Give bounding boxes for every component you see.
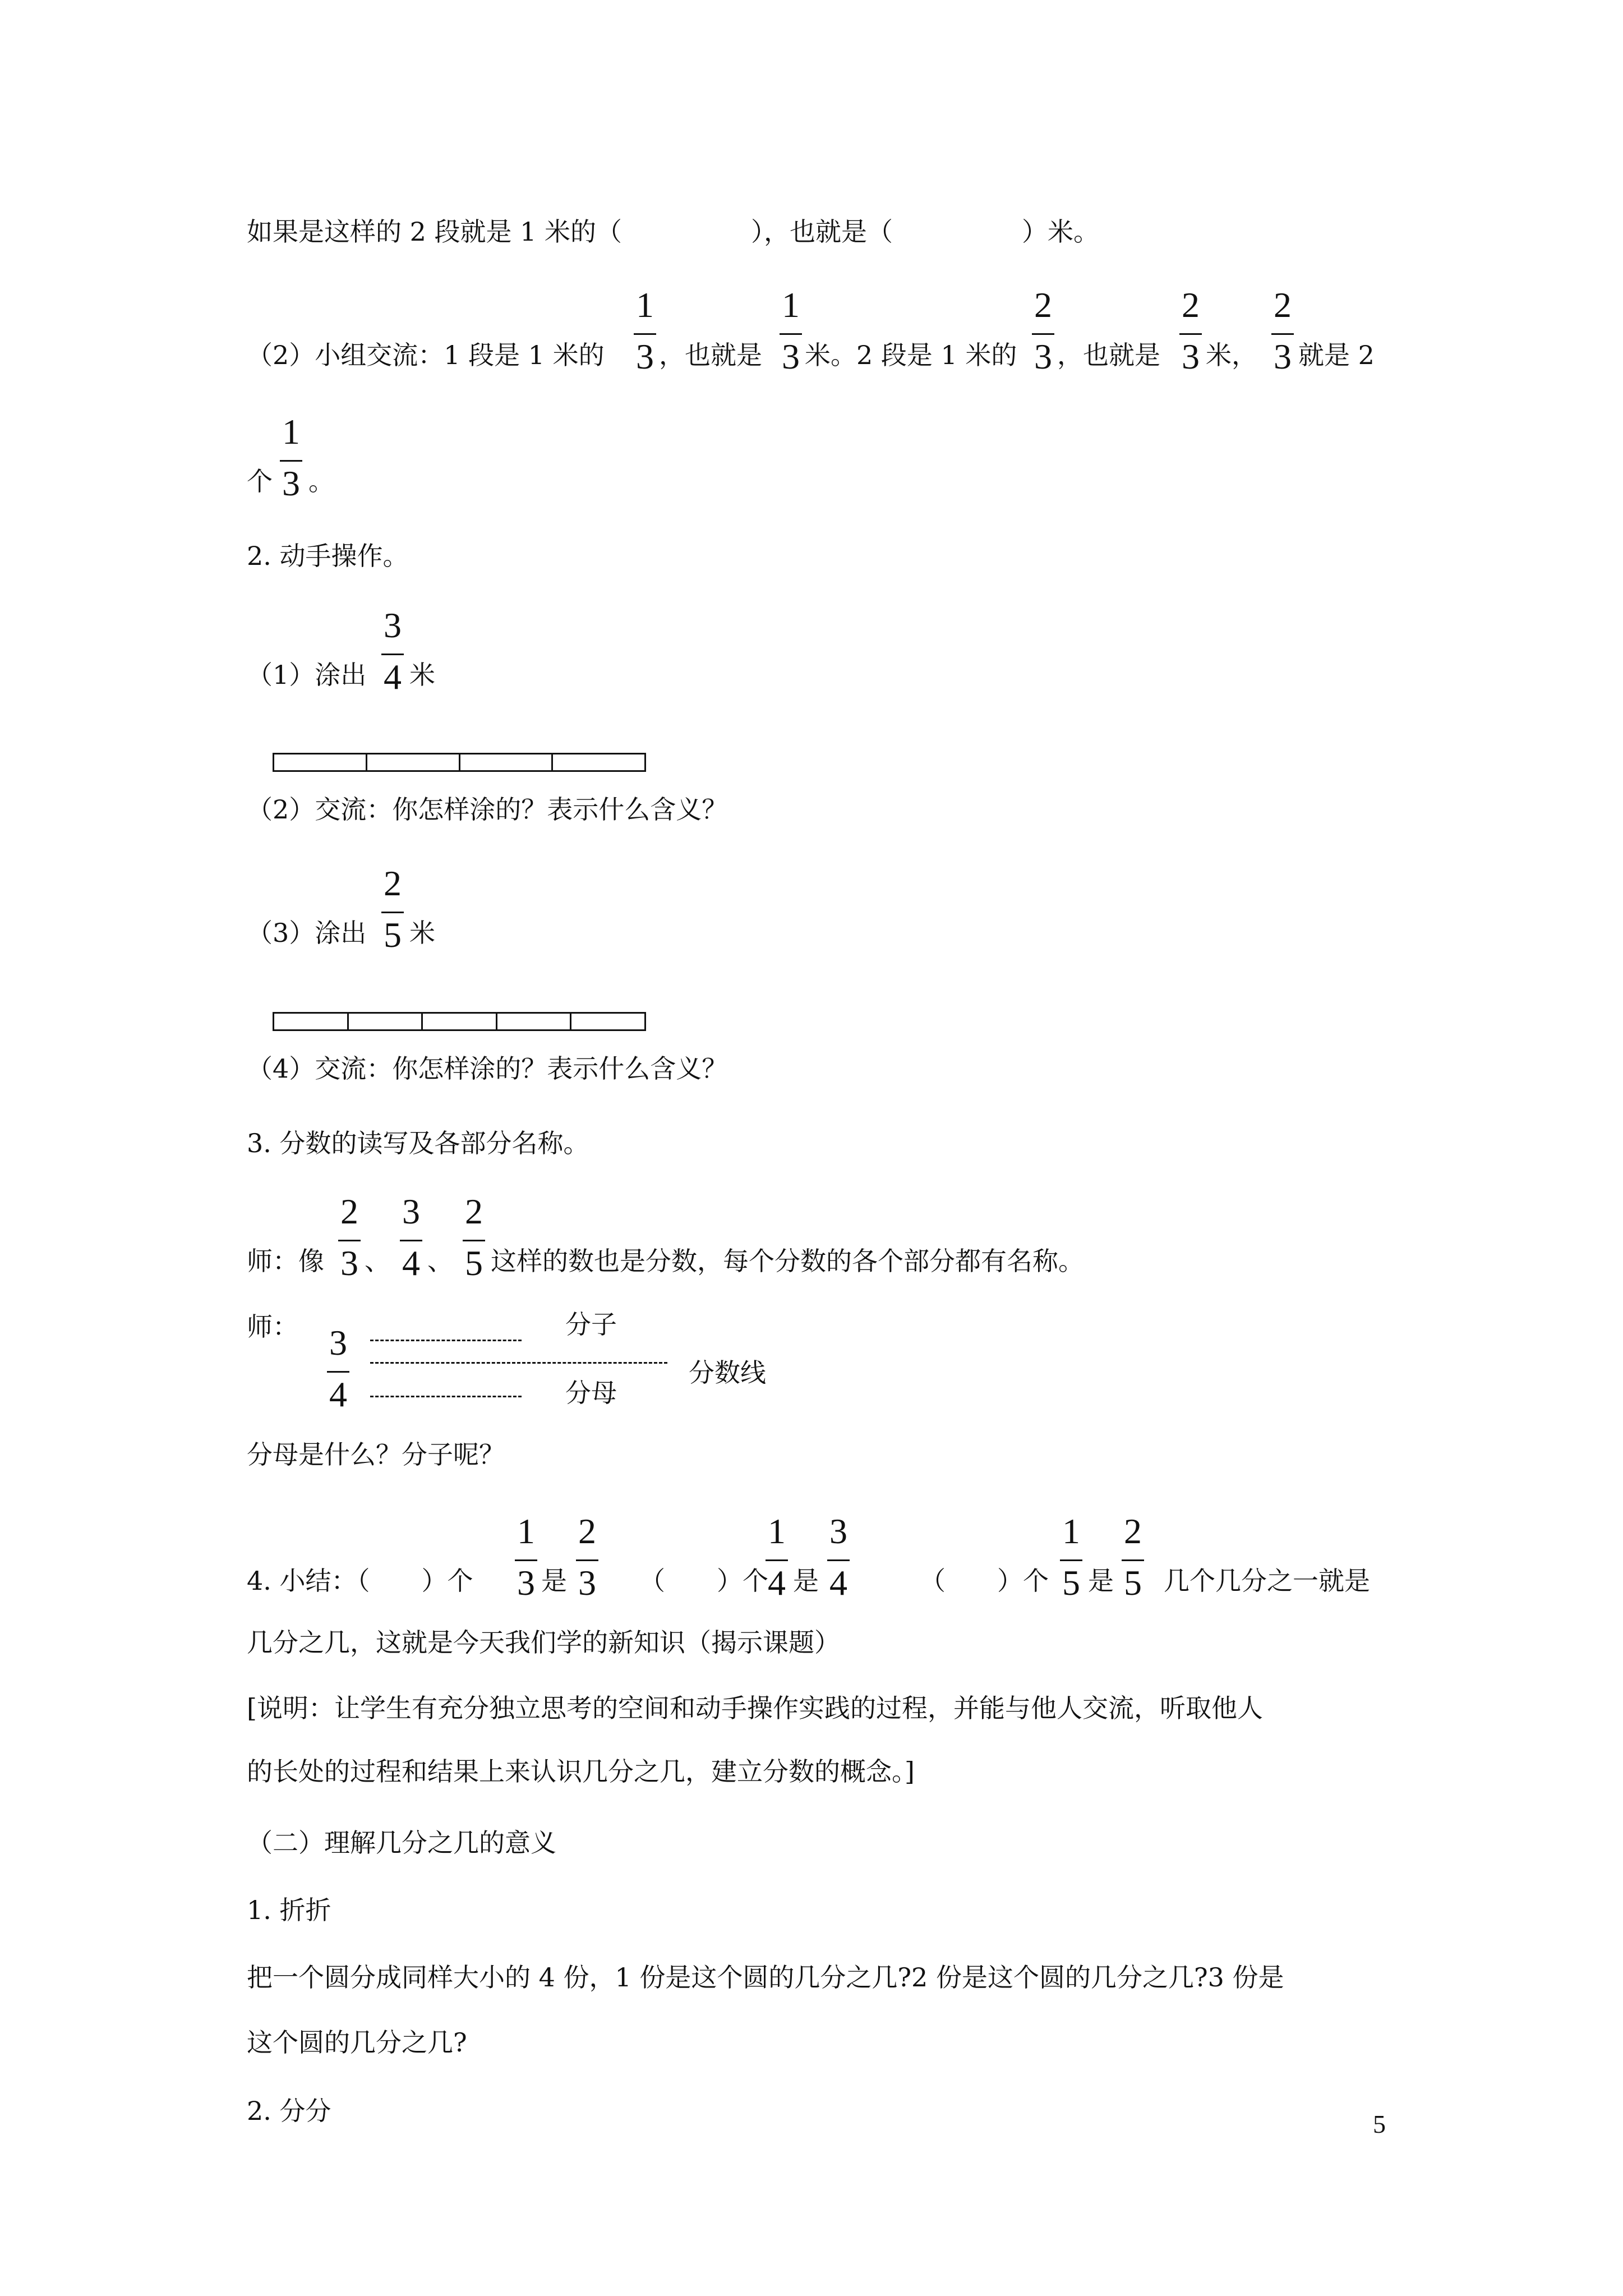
denominator-pointer: [370, 1396, 522, 1397]
text-segment: 、: [365, 1246, 390, 1276]
fifths-strip: [273, 1012, 646, 1031]
text-segment: 是: [541, 1566, 567, 1596]
text-segment: （ ）个: [920, 1566, 1049, 1596]
text-segment: （1）涂出: [247, 660, 367, 690]
text-segment: 个: [247, 466, 273, 496]
text-segment: 。: [308, 466, 334, 496]
text-segment: 米，: [1206, 340, 1257, 370]
text-segment: （ ）个: [639, 1566, 768, 1596]
text-line: （4）交流：你怎样涂的？表示什么含义？: [247, 1053, 728, 1084]
text-line: （2）交流：你怎样涂的？表示什么含义？: [247, 794, 728, 825]
strip-segment: [274, 1014, 349, 1029]
text-line: 这个圆的几分之几?: [247, 2027, 467, 2058]
fraction-line-label: 分数线: [689, 1358, 766, 1388]
text-line: 如果是这样的 2 段就是 1 米的（ ），也就是（ ）米。: [247, 217, 1100, 247]
text-line: 2. 分分: [247, 2096, 331, 2126]
text-segment: ，也就是: [1057, 340, 1160, 370]
strip-segment: [497, 1014, 572, 1029]
strip-segment: [274, 754, 367, 770]
denominator-label: 分母: [565, 1378, 617, 1408]
text-segment: 米: [409, 660, 435, 690]
text-segment: 是: [1088, 1566, 1114, 1596]
text-line: 几分之几，这就是今天我们学的新知识（揭示课题）: [247, 1627, 840, 1658]
text-segment: 米。2 段是 1 米的: [805, 340, 1017, 370]
section-heading: 3. 分数的读写及各部分名称。: [247, 1128, 589, 1158]
text-segment: 师：像: [247, 1246, 324, 1276]
text-segment: 米: [409, 918, 435, 948]
strip-segment: [553, 754, 644, 770]
text-segment: 这样的数也是分数，每个分数的各个部分都有名称。: [491, 1246, 1084, 1276]
numerator-pointer: [370, 1340, 522, 1341]
text-line: 1. 折折: [247, 1895, 331, 1925]
text-segment: 就是 2: [1298, 340, 1375, 370]
quarters-strip: [273, 753, 646, 772]
text-segment: 、: [427, 1246, 453, 1276]
strip-segment: [423, 1014, 497, 1029]
text-segment: 4. 小结：（ ）个: [247, 1566, 473, 1596]
strip-segment: [571, 1014, 644, 1029]
section-heading: （二）理解几分之几的意义: [247, 1828, 556, 1858]
strip-segment: [367, 754, 460, 770]
text-segment: （3）涂出: [247, 918, 367, 948]
note-line: 的长处的过程和结果上来认识几分之几，建立分数的概念。]: [247, 1756, 915, 1787]
text-segment: 几个几分之一就是: [1164, 1566, 1370, 1596]
text-line: 把一个圆分成同样大小的 4 份，1 份是这个圆的几分之几?2 份是这个圆的几分之几?3 份是: [247, 1962, 1284, 1993]
text-segment: 是: [793, 1566, 819, 1596]
strip-segment: [460, 754, 554, 770]
text-line: （2）小组交流：1 段是 1 米的: [247, 340, 605, 370]
note-line: [说明：让学生有充分独立思考的空间和动手操作实践的过程，并能与他人交流，听取他人: [247, 1693, 1263, 1723]
numerator-label: 分子: [565, 1309, 617, 1340]
section-heading: 2. 动手操作。: [247, 541, 409, 571]
text-segment: ，也就是: [659, 340, 762, 370]
fraction-line-pointer: [370, 1362, 667, 1364]
text-segment: 师：: [247, 1312, 298, 1342]
strip-segment: [349, 1014, 423, 1029]
page-number: 5: [1373, 2110, 1386, 2138]
text-line: 分母是什么？分子呢？: [247, 1439, 505, 1470]
